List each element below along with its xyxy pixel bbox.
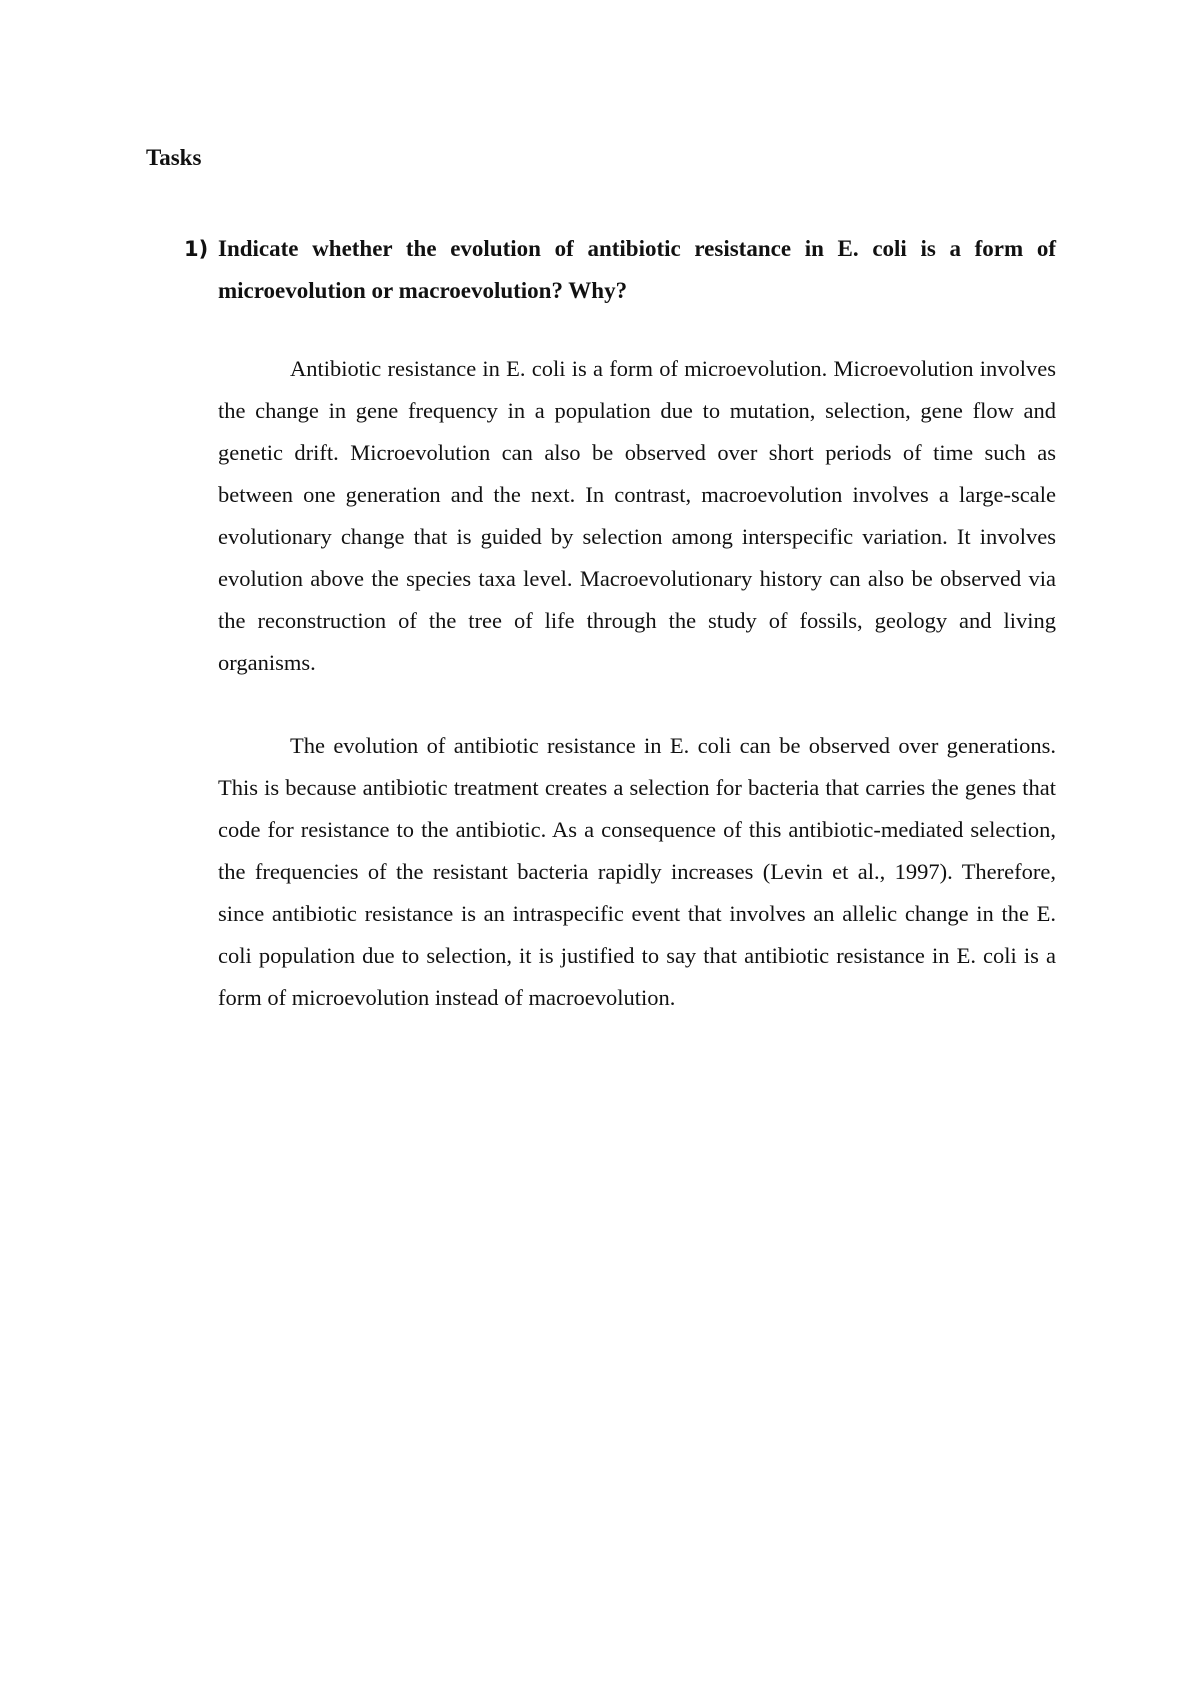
answer-paragraph: The evolution of antibiotic resistance in E. coli can be observed over generations. This is because antibiotic treatment creates a selection for bacteria that carries the genes that code for resistance to the antibiotic. As a consequence of this antibiotic-mediated selection, the frequencies of the resistant bacteria rapidly increases (Levin et al., 1997). Therefore, since antibiotic resistance is an intraspecific event that involves an allelic change in the E. coli population due to selection, it is justified to say that antibiotic resistance in E. coli is a form of microevolution instead of macroevolution. [218,733,1056,1010]
answer-paragraph: Antibiotic resistance in E. coli is a form of microevolution. Microevolution involves the change in gene frequency in a population due to mutation, selection, gene flow and genetic drift. Microevolution can also be observed over short periods of time such as between one generation and the next. In contrast, macroevolution involves a large-scale evolutionary change that is guided by selection among interspecific variation. It involves evolution above the species taxa level. Macroevolutionary history can also be observed via the reconstruction of the tree of life through the study of fossils, geology and living organisms. [218,356,1056,675]
task-number: 1) [184,237,209,261]
task-question: Indicate whether the evolution of antibiotic resistance in E. coli is a form of microevolution or macroevolution? Why? [218,236,1056,303]
section-heading: Tasks [146,145,202,170]
